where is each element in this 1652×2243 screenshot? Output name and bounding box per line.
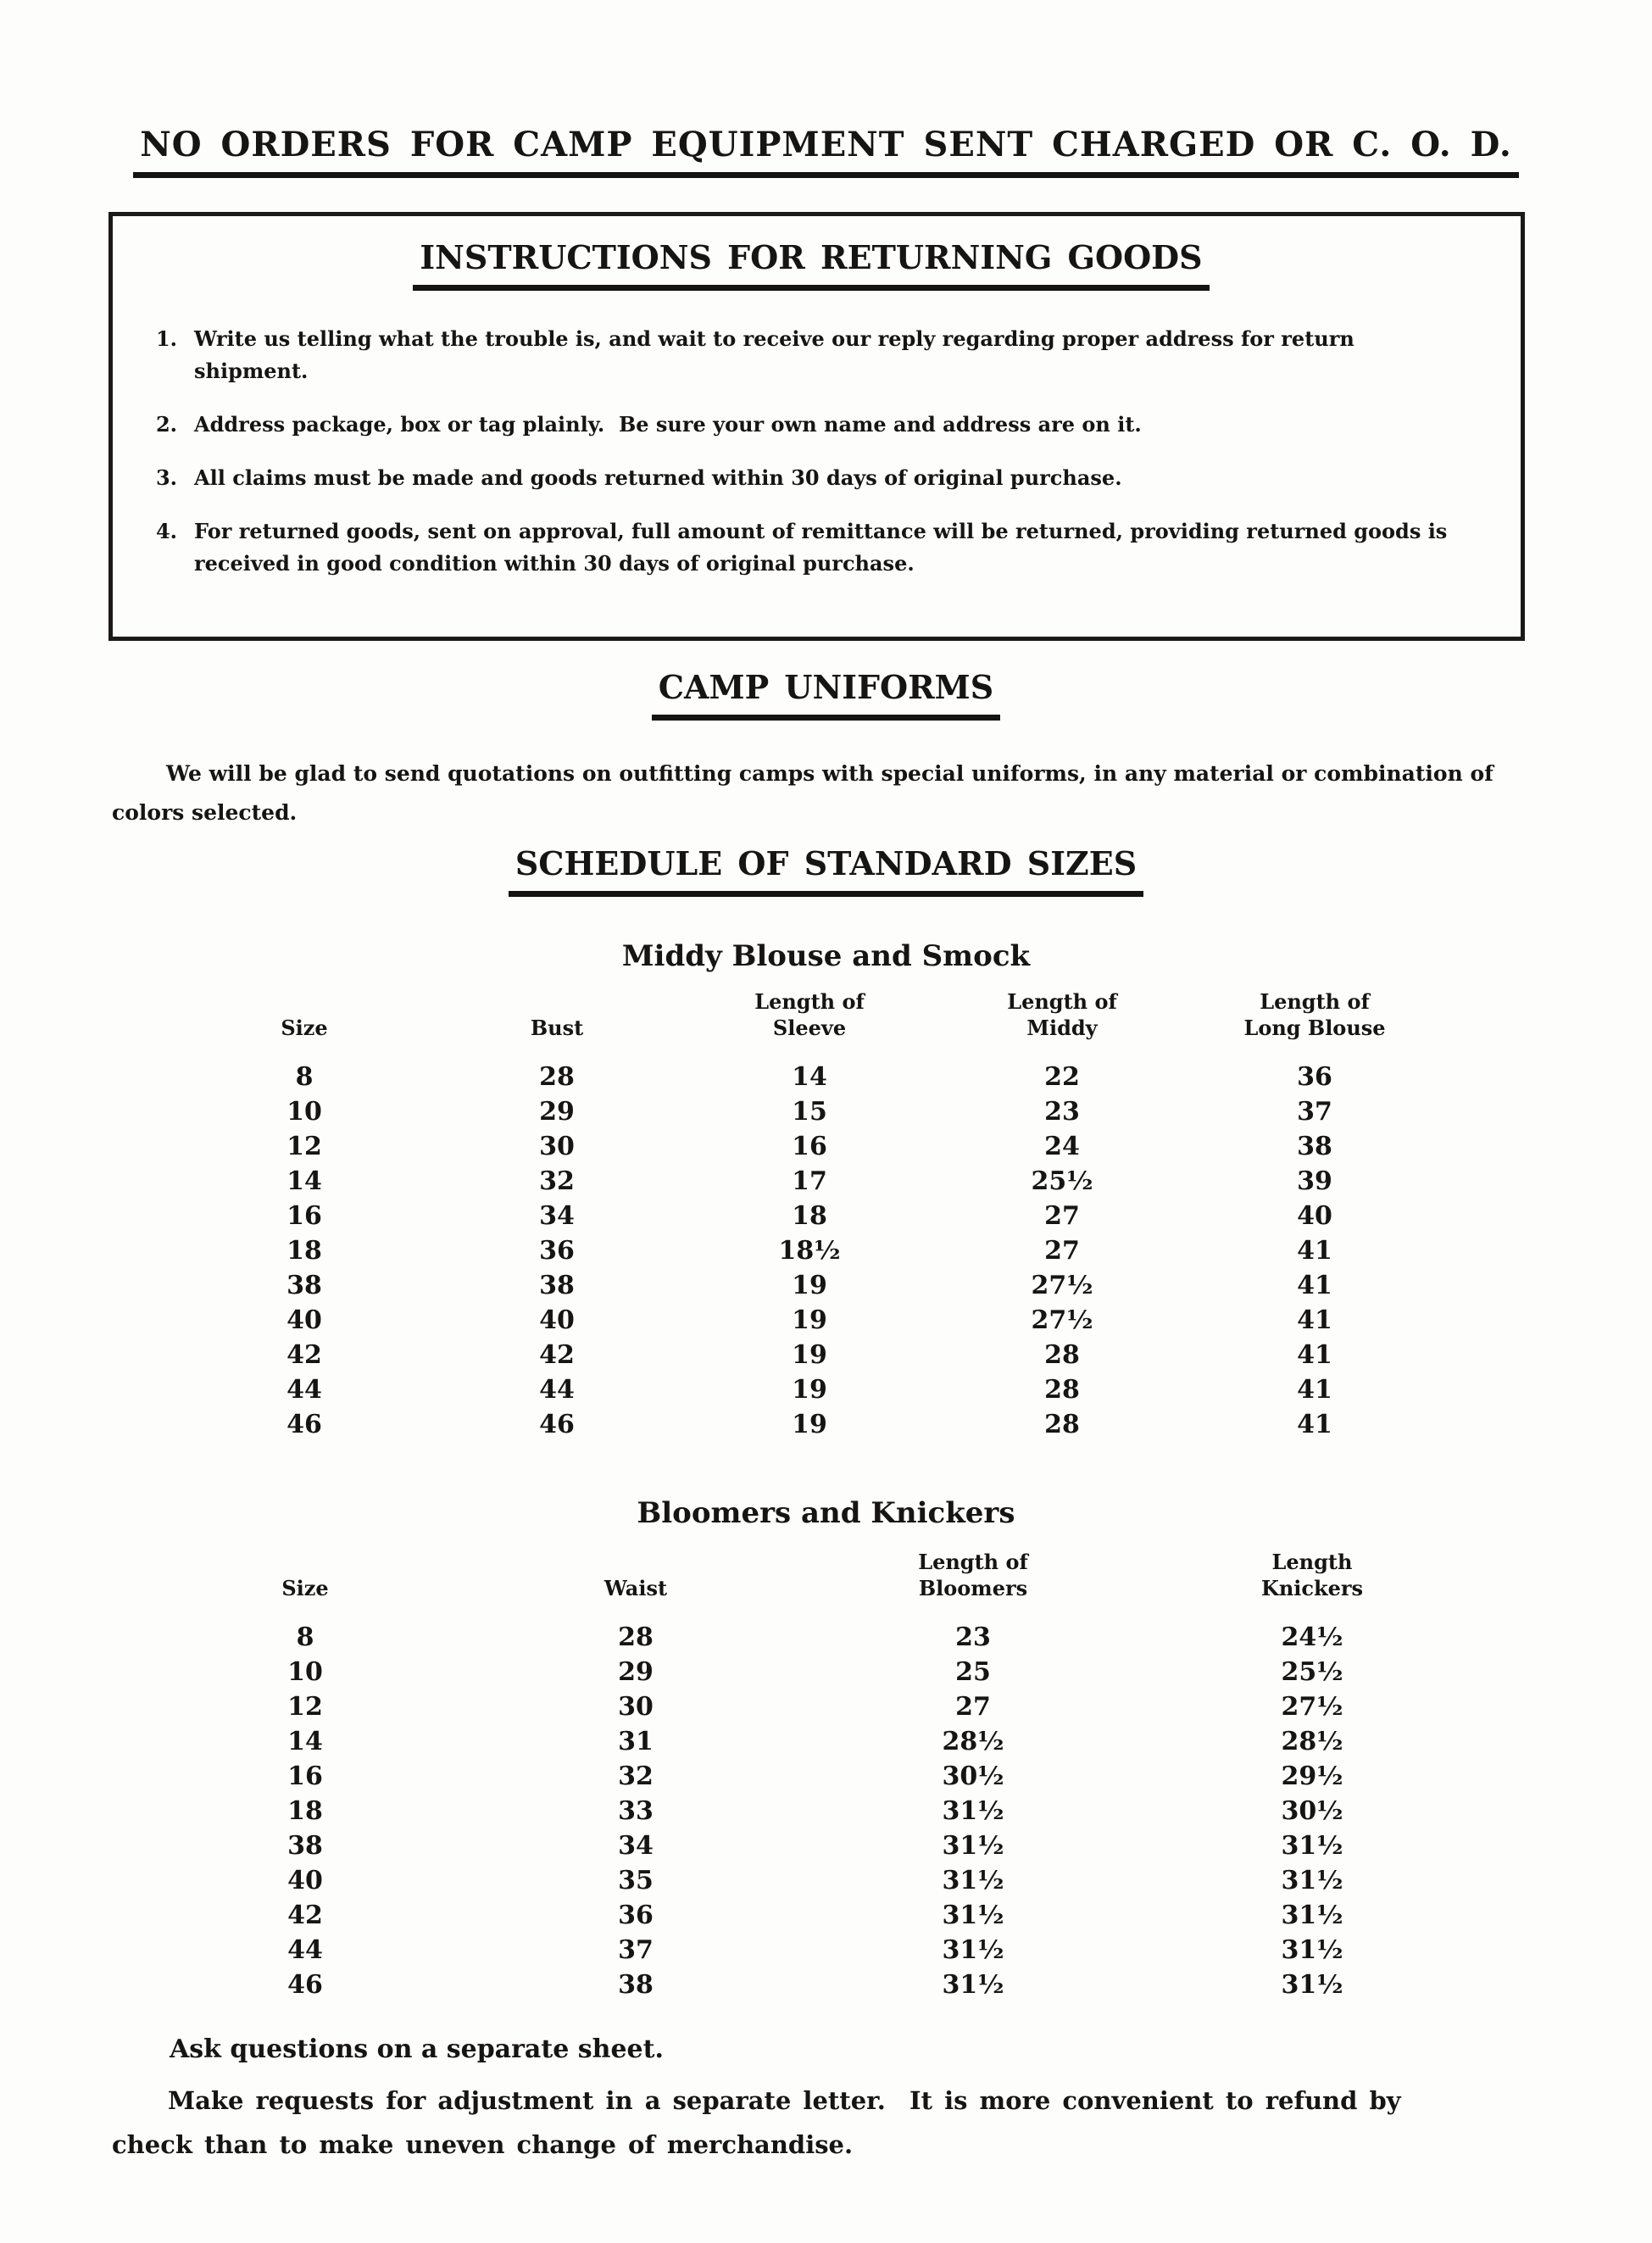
table-row: [178, 1967, 1517, 2002]
table-cell: 46: [287, 1970, 323, 2000]
table-cell: 38: [1297, 1132, 1332, 1161]
table-cell: 31½: [942, 1866, 1004, 1895]
table-row: [178, 1655, 1517, 1689]
instructions-box: [108, 212, 1525, 641]
table-cell: 38: [539, 1271, 575, 1300]
table-cell: 28: [1044, 1375, 1080, 1405]
table-cell: 29: [539, 1097, 575, 1127]
table-row: [178, 1828, 1517, 1863]
table-cell: 40: [1297, 1201, 1332, 1231]
table-cell: 32: [539, 1166, 575, 1196]
table-cell: 31½: [942, 1970, 1004, 2000]
table-cell: 27: [1044, 1201, 1080, 1231]
table-cell: 37: [618, 1935, 654, 1965]
header-cell-length-of-sleeve: Length of Sleeve: [754, 989, 865, 1040]
bloomers-table-header-row: [178, 1549, 1517, 1601]
table-cell: 27½: [1031, 1305, 1093, 1335]
table-cell: 14: [287, 1727, 323, 1756]
table-row: [178, 1689, 1517, 1724]
table-cell: 18: [792, 1201, 827, 1231]
camp-uniforms-title: CAMP UNIFORMS: [652, 668, 1000, 721]
table-cell: 38: [287, 1831, 323, 1861]
table-cell: 44: [287, 1935, 323, 1965]
table-cell: 29½: [1281, 1762, 1343, 1791]
instructions-title-wrap: [148, 238, 1474, 291]
table-row: [178, 1164, 1441, 1199]
table-cell: 42: [286, 1340, 322, 1370]
table-cell: 30½: [942, 1762, 1004, 1791]
item-number: 2.: [155, 412, 177, 437]
table-cell: 41: [1297, 1271, 1332, 1300]
instructions-title: INSTRUCTIONS FOR RETURNING GOODS: [413, 238, 1209, 291]
table-cell: 27: [955, 1692, 991, 1722]
table-cell: 30: [539, 1132, 575, 1161]
item-number: 3.: [155, 465, 177, 490]
table-cell: 18½: [778, 1236, 841, 1266]
table-row: [178, 1233, 1441, 1268]
table-cell: 28: [618, 1622, 654, 1652]
table-cell: 23: [1044, 1097, 1080, 1127]
table-cell: 41: [1297, 1375, 1332, 1405]
table-cell: 46: [286, 1410, 322, 1439]
table-cell: 31½: [942, 1831, 1004, 1861]
table-cell: 19: [792, 1305, 827, 1335]
table-row: [178, 1863, 1517, 1898]
table-cell: 18: [287, 1796, 323, 1826]
table-cell: 28: [539, 1062, 575, 1092]
header-cell-length-of-middy: Length of Middy: [1007, 989, 1117, 1040]
table-cell: 40: [539, 1305, 575, 1335]
table-row: [178, 1199, 1441, 1233]
table-cell: 19: [792, 1340, 827, 1370]
table-row: [178, 1372, 1441, 1407]
table-cell: 19: [792, 1375, 827, 1405]
table-row: [178, 1724, 1517, 1759]
table-cell: 23: [955, 1622, 991, 1652]
table-cell: 31½: [942, 1901, 1004, 1930]
table-cell: 24: [1044, 1132, 1080, 1161]
table-cell: 22: [1044, 1062, 1080, 1092]
table-cell: 19: [792, 1271, 827, 1300]
table-cell: 32: [618, 1762, 654, 1791]
table-cell: 15: [792, 1097, 827, 1127]
table-cell: 41: [1297, 1236, 1332, 1266]
table-cell: 8: [295, 1062, 314, 1092]
table-cell: 14: [792, 1062, 827, 1092]
header-cell-bust: Bust: [530, 1016, 584, 1040]
table-cell: 30: [618, 1692, 654, 1722]
table-cell: 10: [287, 1657, 323, 1687]
table-cell: 38: [286, 1271, 322, 1300]
table-cell: 31½: [942, 1935, 1004, 1965]
top-notice-wrap: [0, 125, 1652, 178]
table-cell: 37: [1297, 1097, 1332, 1127]
table-cell: 30½: [1281, 1796, 1343, 1826]
table-cell: 31½: [1281, 1970, 1343, 2000]
table-cell: 40: [287, 1866, 323, 1895]
table-cell: 16: [287, 1762, 323, 1791]
header-cell-length-of-long-blouse: Length of Long Blouse: [1243, 989, 1386, 1040]
table-cell: 42: [539, 1340, 575, 1370]
table-cell: 24½: [1281, 1622, 1343, 1652]
table-cell: 44: [539, 1375, 575, 1405]
item-text: All claims must be made and goods returned within 30 days of original purchase.: [194, 465, 1122, 490]
table-cell: 41: [1297, 1305, 1332, 1335]
table-row: [178, 1898, 1517, 1933]
table-cell: 38: [618, 1970, 654, 2000]
header-cell-waist: Waist: [604, 1576, 668, 1600]
table-cell: 12: [287, 1692, 323, 1722]
table-row: [178, 1794, 1517, 1828]
bloomers-table-title: Bloomers and Knickers: [637, 1496, 1015, 1530]
table-cell: 39: [1297, 1166, 1332, 1196]
table-cell: 31½: [1281, 1935, 1343, 1965]
table-cell: 31: [618, 1727, 654, 1756]
table-row: [178, 1759, 1517, 1794]
item-text: For returned goods, sent on approval, full amount of remittance will be returned, providing returned goods is received in good condition within 30 days of original purchase.: [194, 519, 1455, 576]
table-cell: 25: [955, 1657, 991, 1687]
table-cell: 36: [618, 1901, 654, 1930]
table-cell: 27½: [1281, 1692, 1343, 1722]
table-row: [178, 1060, 1441, 1094]
table-cell: 27: [1044, 1236, 1080, 1266]
table-cell: 31½: [1281, 1831, 1343, 1861]
footer-note-adjustment: Make requests for adjustment in a separate letter. It is more convenient to refund by check than to make uneven change of merchandise.: [112, 2086, 1413, 2159]
table-cell: 46: [539, 1410, 575, 1439]
camp-uniforms-paragraph: We will be glad to send quotations on outfitting camps with special uniforms, in any material or combination of colors selected.: [112, 761, 1501, 825]
item-number: 4.: [155, 519, 177, 543]
item-number: 1.: [155, 326, 177, 351]
table-row: [178, 1094, 1441, 1129]
table-cell: 41: [1297, 1340, 1332, 1370]
table-cell: 33: [618, 1796, 654, 1826]
bloomers-table: [178, 1549, 1652, 2002]
footer-note-questions: Ask questions on a separate sheet.: [170, 2034, 664, 2064]
item-text: Address package, box or tag plainly. Be sure your own name and address are on it.: [194, 412, 1142, 437]
table-cell: 31½: [1281, 1866, 1343, 1895]
instruction-item: [148, 515, 1474, 580]
table-cell: 12: [286, 1132, 322, 1161]
middy-table-body: [178, 1060, 1652, 1442]
header-cell-length-knickers: Length Knickers: [1260, 1550, 1364, 1600]
table-cell: 14: [286, 1166, 322, 1196]
table-cell: 16: [792, 1132, 827, 1161]
table-cell: 34: [618, 1831, 654, 1861]
table-cell: 28: [1044, 1340, 1080, 1370]
table-cell: 17: [792, 1166, 827, 1196]
table-cell: 25½: [1281, 1657, 1343, 1687]
header-cell-length-of-bloomers: Length of Bloomers: [918, 1550, 1028, 1600]
table-cell: 19: [792, 1410, 827, 1439]
table-cell: 8: [296, 1622, 314, 1652]
table-row: [178, 1620, 1517, 1655]
table-cell: 31½: [1281, 1901, 1343, 1930]
table-cell: 34: [539, 1201, 575, 1231]
instruction-item: [148, 323, 1474, 387]
table-cell: 42: [287, 1901, 323, 1930]
middy-table-title: Middy Blouse and Smock: [621, 939, 1031, 973]
bloomers-table-body: [178, 1620, 1652, 2002]
table-row: [178, 1268, 1441, 1303]
table-cell: 27½: [1031, 1271, 1093, 1300]
instruction-item: [148, 409, 1474, 441]
table-cell: 36: [1297, 1062, 1332, 1092]
table-cell: 28½: [1281, 1727, 1343, 1756]
table-row: [178, 1407, 1441, 1442]
middy-table: [178, 988, 1652, 1442]
table-cell: 10: [286, 1097, 322, 1127]
table-cell: 16: [286, 1201, 322, 1231]
table-row: [178, 1338, 1441, 1372]
schedule-title-wrap: [0, 844, 1652, 897]
camp-uniforms-title-wrap: [0, 668, 1652, 721]
table-cell: 36: [539, 1236, 575, 1266]
middy-table-header-row: [178, 988, 1441, 1041]
table-cell: 29: [618, 1657, 654, 1687]
header-cell-size: Size: [281, 1016, 328, 1040]
table-row: [178, 1129, 1441, 1164]
item-text: Write us telling what the trouble is, and wait to receive our reply regarding proper address for return shipment.: [194, 326, 1362, 383]
schedule-title: SCHEDULE OF STANDARD SIZES: [509, 844, 1143, 897]
header-cell-size: Size: [281, 1576, 329, 1600]
table-cell: 35: [618, 1866, 654, 1895]
instructions-list: [148, 323, 1474, 580]
table-row: [178, 1303, 1441, 1338]
table-cell: 41: [1297, 1410, 1332, 1439]
table-cell: 31½: [942, 1796, 1004, 1826]
table-row: [178, 1933, 1517, 1967]
table-cell: 28: [1044, 1410, 1080, 1439]
table-cell: 25½: [1031, 1166, 1093, 1196]
table-cell: 18: [286, 1236, 322, 1266]
instruction-item: [148, 462, 1474, 494]
top-notice: NO ORDERS FOR CAMP EQUIPMENT SENT CHARGED OR C. O. D.: [133, 125, 1519, 178]
table-cell: 28½: [942, 1727, 1004, 1756]
table-cell: 40: [286, 1305, 322, 1335]
table-cell: 44: [286, 1375, 322, 1405]
